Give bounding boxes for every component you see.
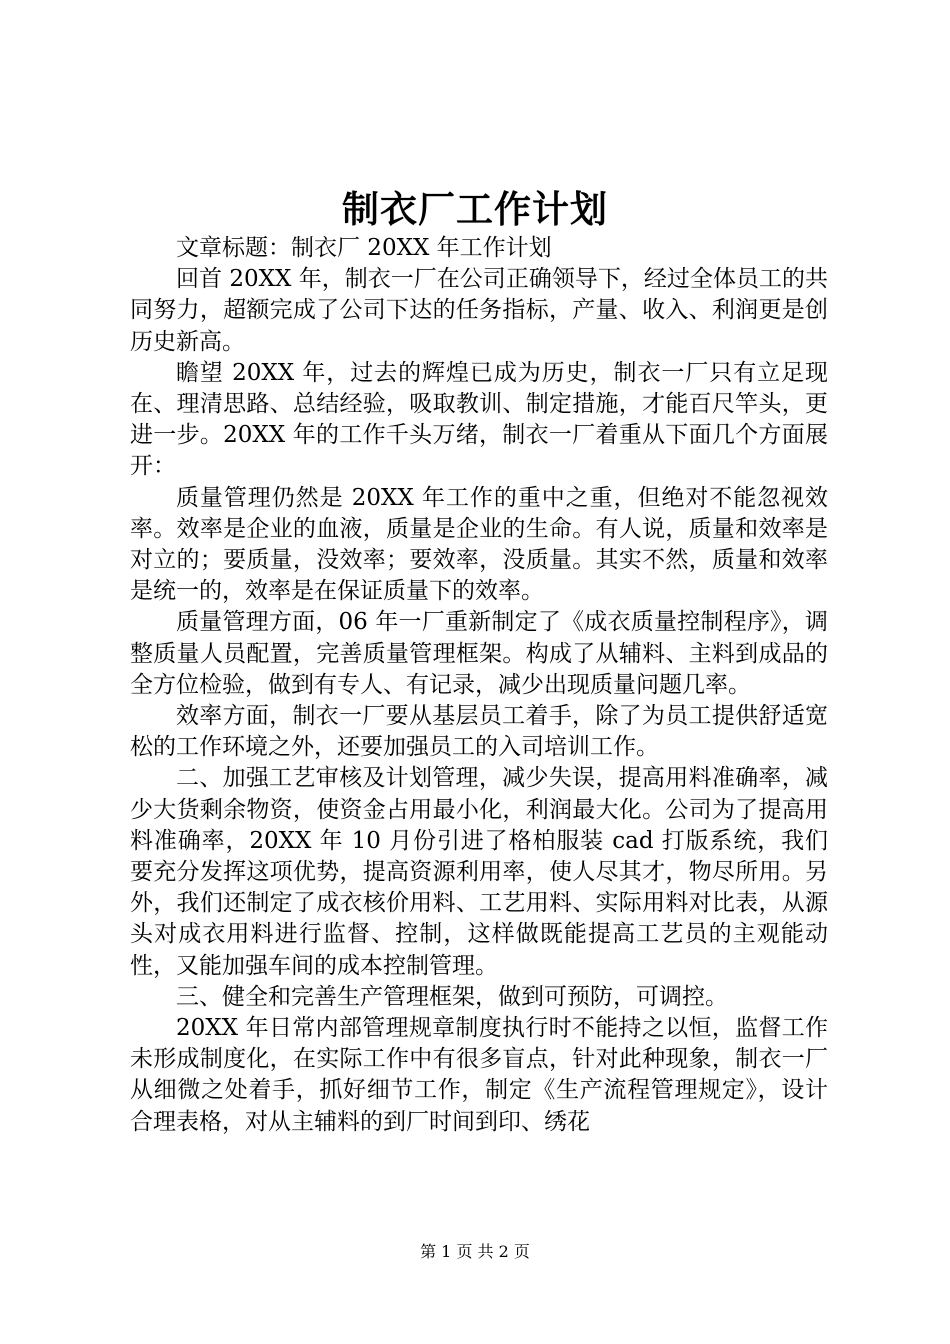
section-heading: 三、健全和完善生产管理框架，做到可预防，可调控。: [176, 983, 728, 1010]
page-footer: 第 1 页 共 2 页: [420, 1242, 530, 1261]
body-paragraph: 回首 20XX 年，制衣一厂在公司正确领导下，经过全体员工的共同努力，超额完成了公司下达的任务指标，产量、收入、利润更是创历史新高。: [130, 266, 828, 355]
document-body: [130, 233, 828, 1138]
body-paragraph: 瞻望 20XX 年，过去的辉煌已成为历史，制衣一厂只有立足现在、理清思路、总结经验，吸取教训、制定措施，才能百尺竿头，更进一步。20XX 年的工作千头万绪，制衣一厂着重从下面几个方面展开：: [130, 359, 828, 480]
body-paragraph: 20XX 年日常内部管理规章制度执行时不能持之以恒，监督工作未形成制度化，在实际工作中有很多盲点，针对此种现象，制衣一厂从细微之处着手，抓好细节工作，制定《生产流程管理规定》，设计合理表格，对从主辅料的到厂时间到印、绣花: [130, 1015, 828, 1135]
document-title: 制衣厂工作计划: [342, 187, 608, 231]
body-paragraph: 质量管理仍然是 20XX 年工作的重中之重，但绝对不能忽视效率。效率是企业的血液，质量是企业的生命。有人说，质量和效率是对立的；要质量，没效率；要效率，没质量。其实不然，质量和效率是统一的，效率是在保证质量下的效率。: [130, 484, 828, 605]
body-paragraph: 效率方面，制衣一厂要从基层员工着手，除了为员工提供舒适宽松的工作环境之外，还要加强员工的入司培训工作。: [130, 703, 828, 761]
body-paragraph: 质量管理方面，06 年一厂重新制定了《成衣质量控制程序》，调整质量人员配置，完善质量管理框架。构成了从辅料、主料到成品的全方位检验，做到有专人、有记录，减少出现质量问题几率。: [130, 609, 828, 698]
body-paragraph: 二、加强工艺审核及计划管理，减少失误，提高用料准确率，减少大货剩余物资，使资金占用最小化，利润最大化。公司为了提高用料准确率，20XX 年 10 月份引进了格柏服装 cad 打版系统，我们要充分发挥这项优势，提高资源利用率，使人尽其才，物尽所用。另外，我们还制定了成衣核价用料、工艺用料、实际用料对比表，从源头对成衣用料进行监督、控制，这样做既能提高工艺员的主观能动性，又能加强车间的成本控制管理。: [130, 765, 828, 979]
article-subtitle: 文章标题：制衣厂 20XX 年工作计划: [176, 235, 552, 261]
